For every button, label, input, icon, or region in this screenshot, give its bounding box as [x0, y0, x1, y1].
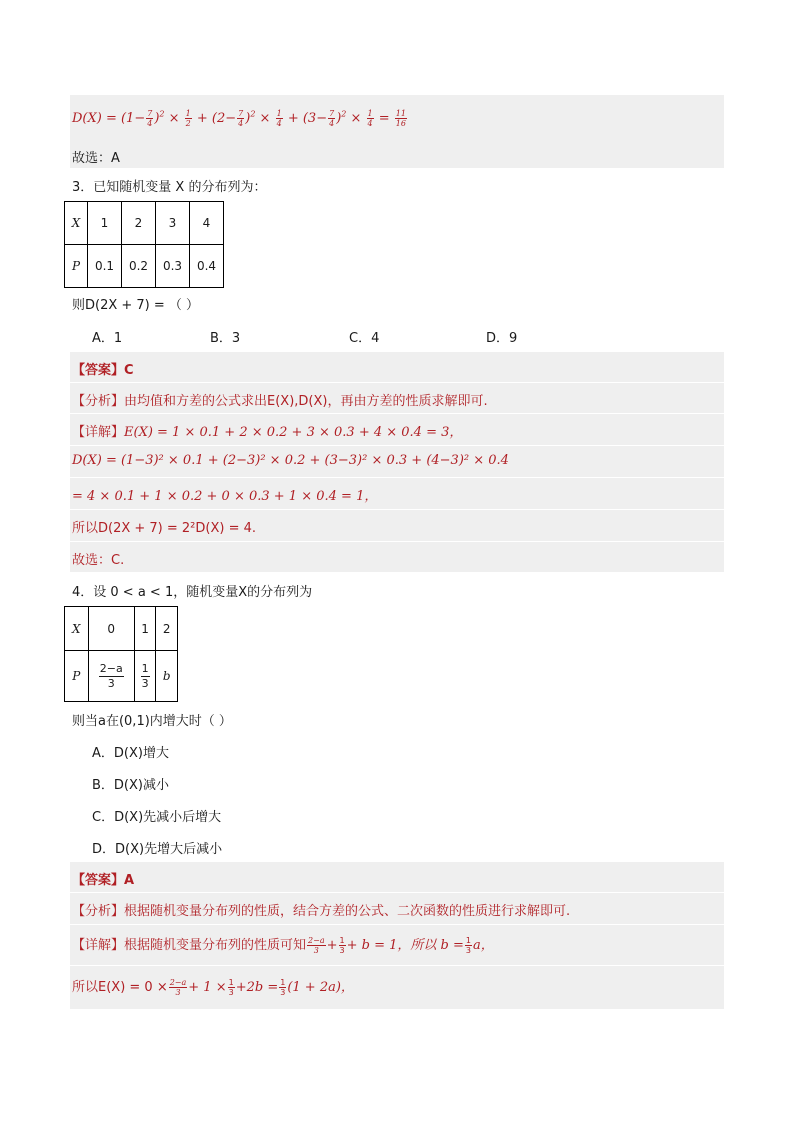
- q3-detail-3: = 4 × 0.1 + 1 × 0.2 + 0 × 0.3 + 1 × 0.4 = 1，: [72, 489, 378, 504]
- prev-part-b: ×: [164, 111, 184, 126]
- prev-part-b2: ×: [255, 111, 275, 126]
- q3-p-value: 0.4: [190, 245, 224, 288]
- q3-detail-1: E(X) = 1 × 0.1 + 2 × 0.2 + 3 × 0.3 + 4 × 0.4 = 3，: [124, 425, 463, 440]
- q3-p-value: 0.3: [156, 245, 190, 288]
- q3-detail-2: D(X) = (1−3)² × 0.1 + (2−3)² × 0.2 + (3−3)² × 0.3 + (4−3)² × 0.4: [72, 453, 509, 468]
- q4-detail-tag: 【详解】: [72, 938, 125, 953]
- q4-answer-tag: 【答案】: [72, 873, 125, 888]
- q3-option-d: D．9: [486, 331, 518, 346]
- frac-1-2: $\frac{1}{2}$: [185, 109, 191, 128]
- prev-part-a2: ): [245, 111, 251, 126]
- q3-question-text: 则D(2X + 7) = （ ）: [72, 298, 200, 313]
- q4-detail-1-frac2: $\frac{1}{3}$: [339, 936, 345, 955]
- q4-detail-2-end: (1 + 2a)，: [287, 980, 354, 995]
- q4-detail-1-frac: $\frac{2-a}{3}$: [308, 936, 325, 955]
- q3-x-label: X: [65, 202, 88, 245]
- q4-distribution-table: [64, 606, 178, 702]
- q4-detail-2-mid2: +2b =: [235, 980, 279, 995]
- q3-choice: 故选：C.: [72, 553, 125, 568]
- q4-answer: A: [124, 873, 135, 888]
- q4-detail-2-pre: 所以E(X) = 0 ×: [72, 980, 168, 995]
- q4-p1-frac: $\frac{1}{3}$: [141, 661, 149, 690]
- q3-question: [70, 294, 724, 313]
- q4-detail-line-2: [70, 966, 724, 1009]
- prev-sq3: 2: [341, 109, 347, 119]
- q4-x-label: X: [65, 607, 89, 651]
- q4-option-c: C．D(X)先减小后增大: [92, 810, 222, 825]
- prev-choice-line: [70, 141, 724, 168]
- q4-detail-line-1: [70, 925, 724, 965]
- q4-question: [70, 710, 724, 729]
- prev-variance-line: [70, 95, 724, 141]
- frac-11-16: $\frac{11}{16}$: [395, 109, 406, 128]
- q4-title-text: 4．设 0 < a < 1，随机变量X的分布列为: [72, 585, 313, 600]
- q3-option-c: C．4: [349, 331, 380, 346]
- q3-p-value: 0.2: [122, 245, 156, 288]
- q4-question-text: 则当a在(0,1)内增大时（ ）: [72, 714, 232, 729]
- frac-7-4: $\frac{7}{4}$: [147, 109, 153, 128]
- q4-detail-1-frac3: $\frac{1}{3}$: [465, 936, 471, 955]
- q4-detail-2-frac3: $\frac{1}{3}$: [280, 978, 286, 997]
- q4-p-value-2: b: [156, 651, 178, 702]
- frac-7-4c: $\frac{7}{4}$: [329, 109, 335, 128]
- q4-p0-frac: $\frac{2-a}{3}$: [99, 661, 123, 690]
- q4-detail-2-frac2: $\frac{1}{3}$: [228, 978, 234, 997]
- q4-answer-line: [70, 862, 724, 892]
- q3-choice-line: [70, 542, 724, 572]
- q4-option-b: B．D(X)减小: [92, 778, 169, 793]
- q3-analysis-line: [70, 383, 724, 413]
- q3-detail-line-3: [70, 478, 724, 509]
- frac-1-4: $\frac{1}{4}$: [276, 109, 282, 128]
- q3-option-b: B．3: [210, 331, 241, 346]
- q4-option-a: A．D(X)增大: [92, 746, 169, 761]
- frac-7-4b: $\frac{7}{4}$: [238, 109, 244, 128]
- q4-detail-2-frac: $\frac{2-a}{3}$: [169, 978, 187, 997]
- q3-p-value: 0.1: [88, 245, 122, 288]
- prev-part-b3: ×: [346, 111, 366, 126]
- q4-title: [70, 581, 724, 600]
- q3-detail-line-4: [70, 510, 724, 541]
- q4-option-d: D．D(X)先增大后减小: [92, 842, 223, 857]
- q4-detail-1-pre: 根据随机变量分布列的性质可知: [124, 938, 307, 953]
- q4-analysis-line: [70, 893, 724, 924]
- q4-analysis: 根据随机变量分布列的性质，结合方差的公式、二次函数的性质进行求解即可.: [124, 904, 571, 919]
- q3-detail-line-2: [70, 446, 724, 477]
- prev-sq: 2: [159, 109, 165, 119]
- q4-x-value: 1: [134, 607, 156, 651]
- q3-title-text: 3．已知随机变量 X 的分布列为：: [72, 180, 267, 195]
- q3-answer: C: [124, 363, 134, 378]
- q3-detail-tag: 【详解】: [72, 425, 125, 440]
- q4-detail-1-post: + b = 1，所以 b =: [346, 938, 464, 953]
- q3-distribution-table: [64, 201, 224, 288]
- prev-part-d: + (3−: [283, 111, 328, 126]
- q3-analysis-tag: 【分析】: [72, 394, 125, 409]
- q3-option-a: A．1: [92, 331, 123, 346]
- q4-p-value-0: [88, 651, 134, 702]
- q3-p-label: P: [65, 245, 88, 288]
- q3-answer-line: [70, 352, 724, 382]
- prev-choice: 故选：A: [72, 151, 120, 166]
- prev-dx-lhs: D(X) = (1−: [72, 111, 146, 126]
- q4-detail-2-mid: + 1 ×: [188, 980, 227, 995]
- prev-part-c: + (2−: [192, 111, 237, 126]
- frac-1-4b: $\frac{1}{4}$: [367, 109, 373, 128]
- q3-x-value: 1: [88, 202, 122, 245]
- q3-analysis: 由均值和方差的公式求出E(X),D(X)，再由方差的性质求解即可.: [124, 394, 488, 409]
- q4-detail-1-end: a，: [472, 938, 494, 953]
- q3-x-value: 2: [122, 202, 156, 245]
- q4-p-value-1: [134, 651, 156, 702]
- q3-detail-4: 所以D(2X + 7) = 2²D(X) = 4.: [72, 521, 257, 536]
- prev-part-a3: ): [336, 111, 342, 126]
- q3-detail-line-1: [70, 414, 724, 445]
- q4-analysis-tag: 【分析】: [72, 904, 125, 919]
- prev-part-e: =: [374, 111, 394, 126]
- prev-sq2: 2: [250, 109, 256, 119]
- q4-detail-1-mid: +: [326, 938, 338, 953]
- q3-title: [70, 176, 724, 195]
- q3-options: [70, 327, 724, 345]
- q4-p-label: P: [65, 651, 89, 702]
- q3-answer-tag: 【答案】: [72, 363, 125, 378]
- q3-x-value: 3: [156, 202, 190, 245]
- q3-x-value: 4: [190, 202, 224, 245]
- prev-part-a: ): [154, 111, 160, 126]
- q4-x-value: 2: [156, 607, 178, 651]
- q4-x-value: 0: [88, 607, 134, 651]
